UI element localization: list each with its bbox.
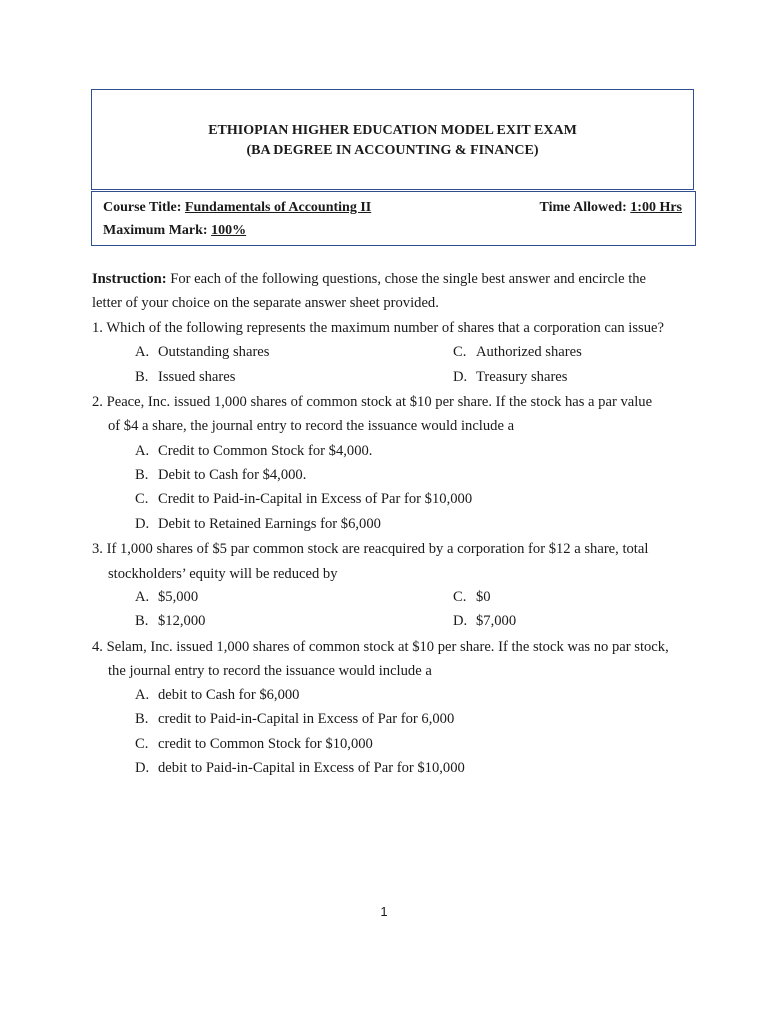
q3-option-d: D. $7,000 (453, 613, 517, 629)
q2-option-a: A. Credit to Common Stock for $4,000. (135, 443, 373, 459)
instruction-label: Instruction: (92, 271, 167, 287)
course-title-label: Course Title: (103, 200, 182, 215)
q4-option-b: B. credit to Paid-in-Capital in Excess of Par for 6,000 (135, 711, 455, 727)
time-allowed-label: Time Allowed: (539, 200, 627, 215)
instruction-line-1 (92, 267, 646, 292)
q3-option-a: A. $5,000 (135, 589, 199, 605)
question-4-text-1: 4. Selam, Inc. issued 1,000 shares of common stock at $10 per share. If the stock was no par stock, (92, 639, 669, 655)
question-2-text-1: 2. Peace, Inc. issued 1,000 shares of common stock at $10 per share. If the stock has a par value (92, 394, 653, 410)
exam-subtitle: (BA DEGREE IN ACCOUNTING & FINANCE) (246, 143, 539, 158)
q1-option-d: D. Treasury shares (453, 369, 568, 385)
course-title-value: Fundamentals of Accounting II (184, 200, 372, 215)
exam-title: ETHIOPIAN HIGHER EDUCATION MODEL EXIT EXAM (208, 123, 577, 138)
page-number: 1 (380, 904, 388, 919)
max-mark-row (103, 223, 246, 239)
q1-option-b: B. Issued shares (135, 369, 236, 385)
time-allowed-value: 1:00 Hrs (630, 200, 682, 215)
question-2-text-2: of $4 a share, the journal entry to record the issuance would include a (108, 418, 515, 434)
q4-option-c: C. credit to Common Stock for $10,000 (135, 736, 373, 752)
time-allowed-row (540, 200, 682, 216)
q2-option-b: B. Debit to Cash for $4,000. (135, 467, 307, 483)
course-title-row (103, 200, 371, 216)
course-info-box (91, 191, 696, 246)
q2-option-c: C. Credit to Paid-in-Capital in Excess of Par for $10,000 (135, 491, 473, 507)
q3-option-c: C. $0 (453, 589, 491, 605)
instruction-line-2: letter of your choice on the separate answer sheet provided. (92, 295, 439, 311)
q1-option-a: A. Outstanding shares (135, 344, 270, 360)
question-1-text: 1. Which of the following represents the maximum number of shares that a corporation can issue? (92, 320, 664, 336)
question-3-text-2: stockholders’ equity will be reduced by (108, 566, 338, 582)
q4-option-d: D. debit to Paid-in-Capital in Excess of Par for $10,000 (135, 760, 465, 776)
question-4-text-2: the journal entry to record the issuance would include a (108, 663, 432, 679)
q3-option-b: B. $12,000 (135, 613, 206, 629)
q1-option-c: C. Authorized shares (453, 344, 582, 360)
max-mark-value: 100% (211, 223, 247, 238)
question-3-text-1: 3. If 1,000 shares of $5 par common stock are reacquired by a corporation for $12 a share, total (92, 541, 649, 557)
instruction-text-1: For each of the following questions, chose the single best answer and encircle the (170, 271, 647, 287)
max-mark-label: Maximum Mark: (103, 223, 208, 238)
exam-header-box (91, 89, 694, 190)
q2-option-d: D. Debit to Retained Earnings for $6,000 (135, 516, 381, 532)
q4-option-a: A. debit to Cash for $6,000 (135, 687, 300, 703)
